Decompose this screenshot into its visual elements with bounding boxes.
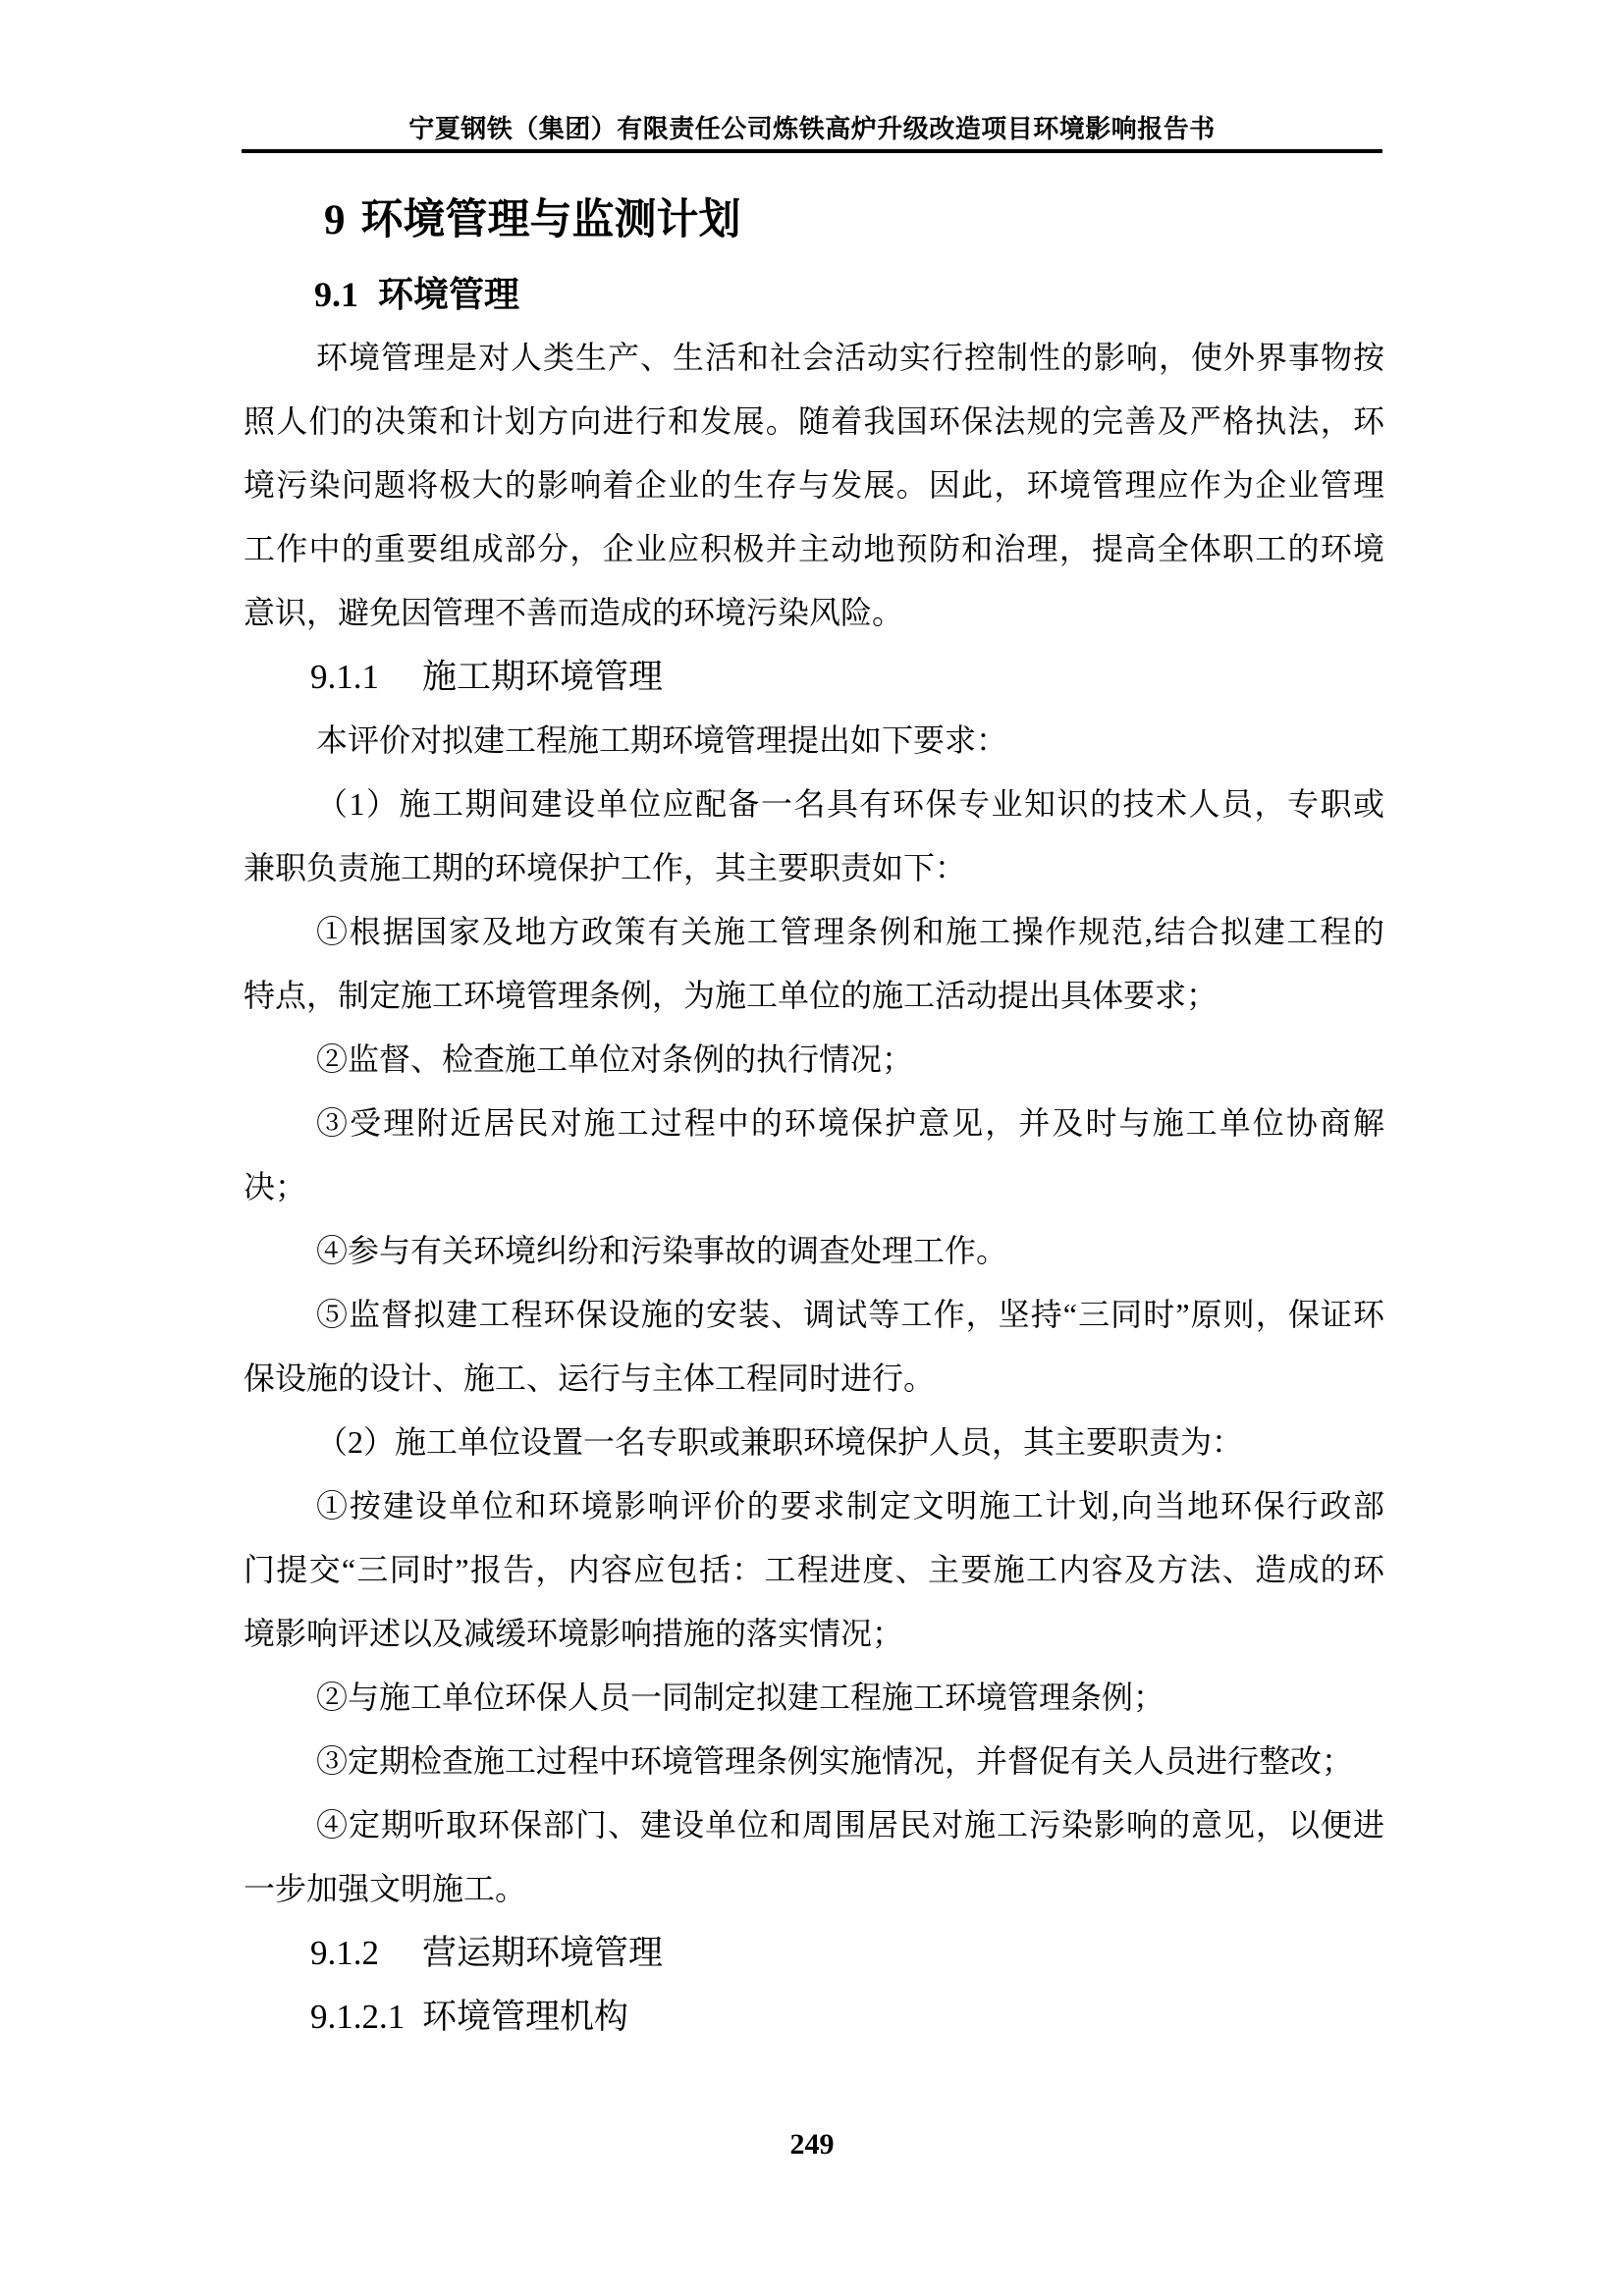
paragraph-line: 境污染问题将极大的影响着企业的生存与发展。因此，环境管理应作为企业管理 xyxy=(244,467,1384,503)
paragraph-line: ⑤监督拟建工程环保设施的安装、调试等工作，坚持“三同时”原则，保证环 xyxy=(316,1297,1384,1332)
subsection-heading xyxy=(244,645,1384,709)
subsection-heading xyxy=(244,1921,1384,1985)
subsection-heading xyxy=(244,1985,1384,2049)
paragraph-line: 本评价对拟建工程施工期环境管理提出如下要求： xyxy=(316,722,1008,758)
paragraph-line: 境影响评述以及减缓环境影响措施的落实情况； xyxy=(244,1616,904,1651)
section-number: 9.1 xyxy=(314,275,358,314)
paragraph-line: ④定期听取环保部门、建设单位和周围居民对施工污染影响的意见，以便进 xyxy=(316,1807,1384,1842)
chapter-title xyxy=(324,188,741,253)
paragraph-line: （2）施工单位设置一名专职或兼职环境保护人员，其主要职责为： xyxy=(316,1424,1244,1460)
header-rule xyxy=(242,149,1382,153)
chapter-title-text: 环境管理与监测计划 xyxy=(360,197,741,243)
paragraph-line: 照人们的决策和计划方向进行和发展。随着我国环保法规的完善及严格执法，环 xyxy=(244,403,1384,439)
paragraph-line: 环境管理是对人类生产、生活和社会活动实行控制性的影响，使外界事物按 xyxy=(316,340,1384,375)
paragraph-line: 门提交“三同时”报告，内容应包括：工程进度、主要施工内容及方法、造成的环 xyxy=(244,1552,1384,1587)
page-header-title: 宁夏钢铁（集团）有限责任公司炼铁高炉升级改造项目环境影响报告书 xyxy=(408,115,1216,143)
chapter-number: 9 xyxy=(324,197,346,243)
paragraph-line: 一步加强文明施工。 xyxy=(244,1871,527,1906)
subsection-title-text: 施工期环境管理 xyxy=(422,658,664,696)
paragraph-line: ①按建设单位和环境影响评价的要求制定文明施工计划,向当地环保行政部 xyxy=(316,1488,1384,1523)
paragraph-line: ④参与有关环境纠纷和污染事故的调查处理工作。 xyxy=(316,1233,1008,1268)
paragraph-line: （1）施工期间建设单位应配备一名具有环保专业知识的技术人员，专职或 xyxy=(316,786,1384,822)
section-title xyxy=(314,263,519,326)
subsection-number: 9.1.2.1 xyxy=(310,1998,406,2036)
paragraph-line: 兼职负责施工期的环境保护工作，其主要职责如下： xyxy=(244,850,967,885)
subsection-number: 9.1.1 xyxy=(310,658,379,696)
paragraph-line: 意识，避免因管理不善而造成的环境污染风险。 xyxy=(244,595,904,630)
paragraph-line: 决； xyxy=(244,1169,307,1204)
paragraph-line: ③受理附近居民对施工过程中的环境保护意见，并及时与施工单位协商解 xyxy=(316,1105,1384,1141)
paragraph-line: ②监督、检查施工单位对条例的执行情况； xyxy=(316,1041,914,1077)
paragraph-line: ③定期检查施工过程中环境管理条例实施情况，并督促有关人员进行整改； xyxy=(316,1743,1354,1779)
paragraph-line: 特点，制定施工环境管理条例，为施工单位的施工活动提出具体要求； xyxy=(244,978,1218,1013)
page-number: 249 xyxy=(789,2128,835,2161)
subsection-title-text: 环境管理机构 xyxy=(422,1998,629,2036)
document-body xyxy=(244,326,1384,2049)
paragraph-line: 工作中的重要组成部分，企业应积极并主动地预防和治理，提高全体职工的环境 xyxy=(244,531,1384,566)
subsection-title-text: 营运期环境管理 xyxy=(422,1934,664,1972)
paragraph-line: 保设施的设计、施工、运行与主体工程同时进行。 xyxy=(244,1361,936,1396)
paragraph-line: ①根据国家及地方政策有关施工管理条例和施工操作规范,结合拟建工程的 xyxy=(316,914,1384,949)
subsection-number: 9.1.2 xyxy=(310,1934,379,1972)
paragraph-line: ②与施工单位环保人员一同制定拟建工程施工环境管理条例； xyxy=(316,1680,1165,1715)
section-title-text: 环境管理 xyxy=(378,275,520,314)
